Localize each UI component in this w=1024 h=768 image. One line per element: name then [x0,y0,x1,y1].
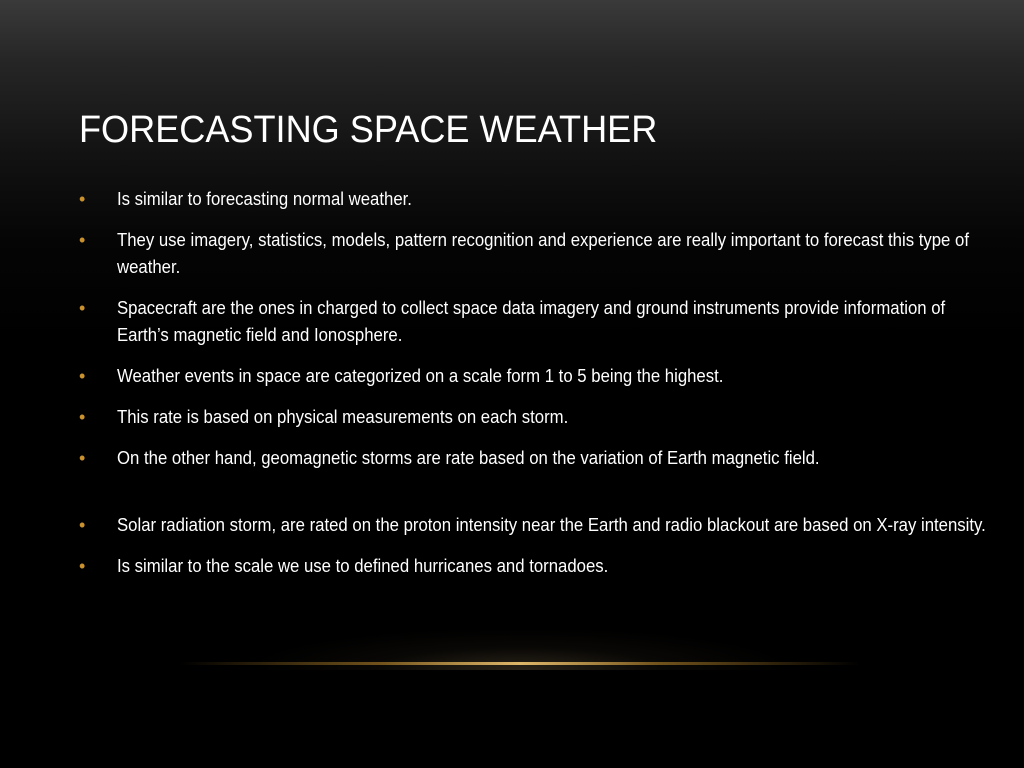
bullet-text: They use imagery, statistics, models, pattern recognition and experience are really important to forecast this type of weather. [117,230,969,277]
bullet-dot-icon: • [79,366,86,386]
bullet-text: This rate is based on physical measurements on each storm. [117,407,569,427]
slide-title: FORECASTING SPACE WEATHER [79,109,658,151]
bullet-text: Solar radiation storm, are rated on the proton intensity near the Earth and radio blackout are based on X-ray intensity. [117,515,986,535]
bullet-dot-icon: • [79,407,86,427]
bullet-item [79,512,986,539]
bullet-item [79,295,959,349]
bullet-text: Weather events in space are categorized on a scale form 1 to 5 being the highest. [117,366,724,386]
bullet-dot-icon: • [79,556,86,576]
bullet-text: Spacecraft are the ones in charged to collect space data imagery and ground instruments provide information of Earth’s magnetic field and Ionosphere. [117,298,946,345]
bullet-item [79,363,959,390]
bullet-item [79,186,959,213]
decorative-divider [180,662,860,665]
bullet-dot-icon: • [79,230,86,250]
bullet-dot-icon: • [79,298,86,318]
bullet-text: Is similar to forecasting normal weather. [117,189,412,209]
bullet-dot-icon: • [79,515,86,535]
bullet-text: Is similar to the scale we use to defined hurricanes and tornadoes. [117,556,609,576]
bullet-item [79,404,959,431]
bullet-item [79,445,959,472]
bullet-dot-icon: • [79,189,86,209]
bullet-item [79,553,959,580]
bullet-dot-icon: • [79,448,86,468]
bullet-list [79,186,986,594]
bullet-item [79,227,969,281]
bullet-text: On the other hand, geomagnetic storms are rate based on the variation of Earth magnetic field. [117,448,820,468]
